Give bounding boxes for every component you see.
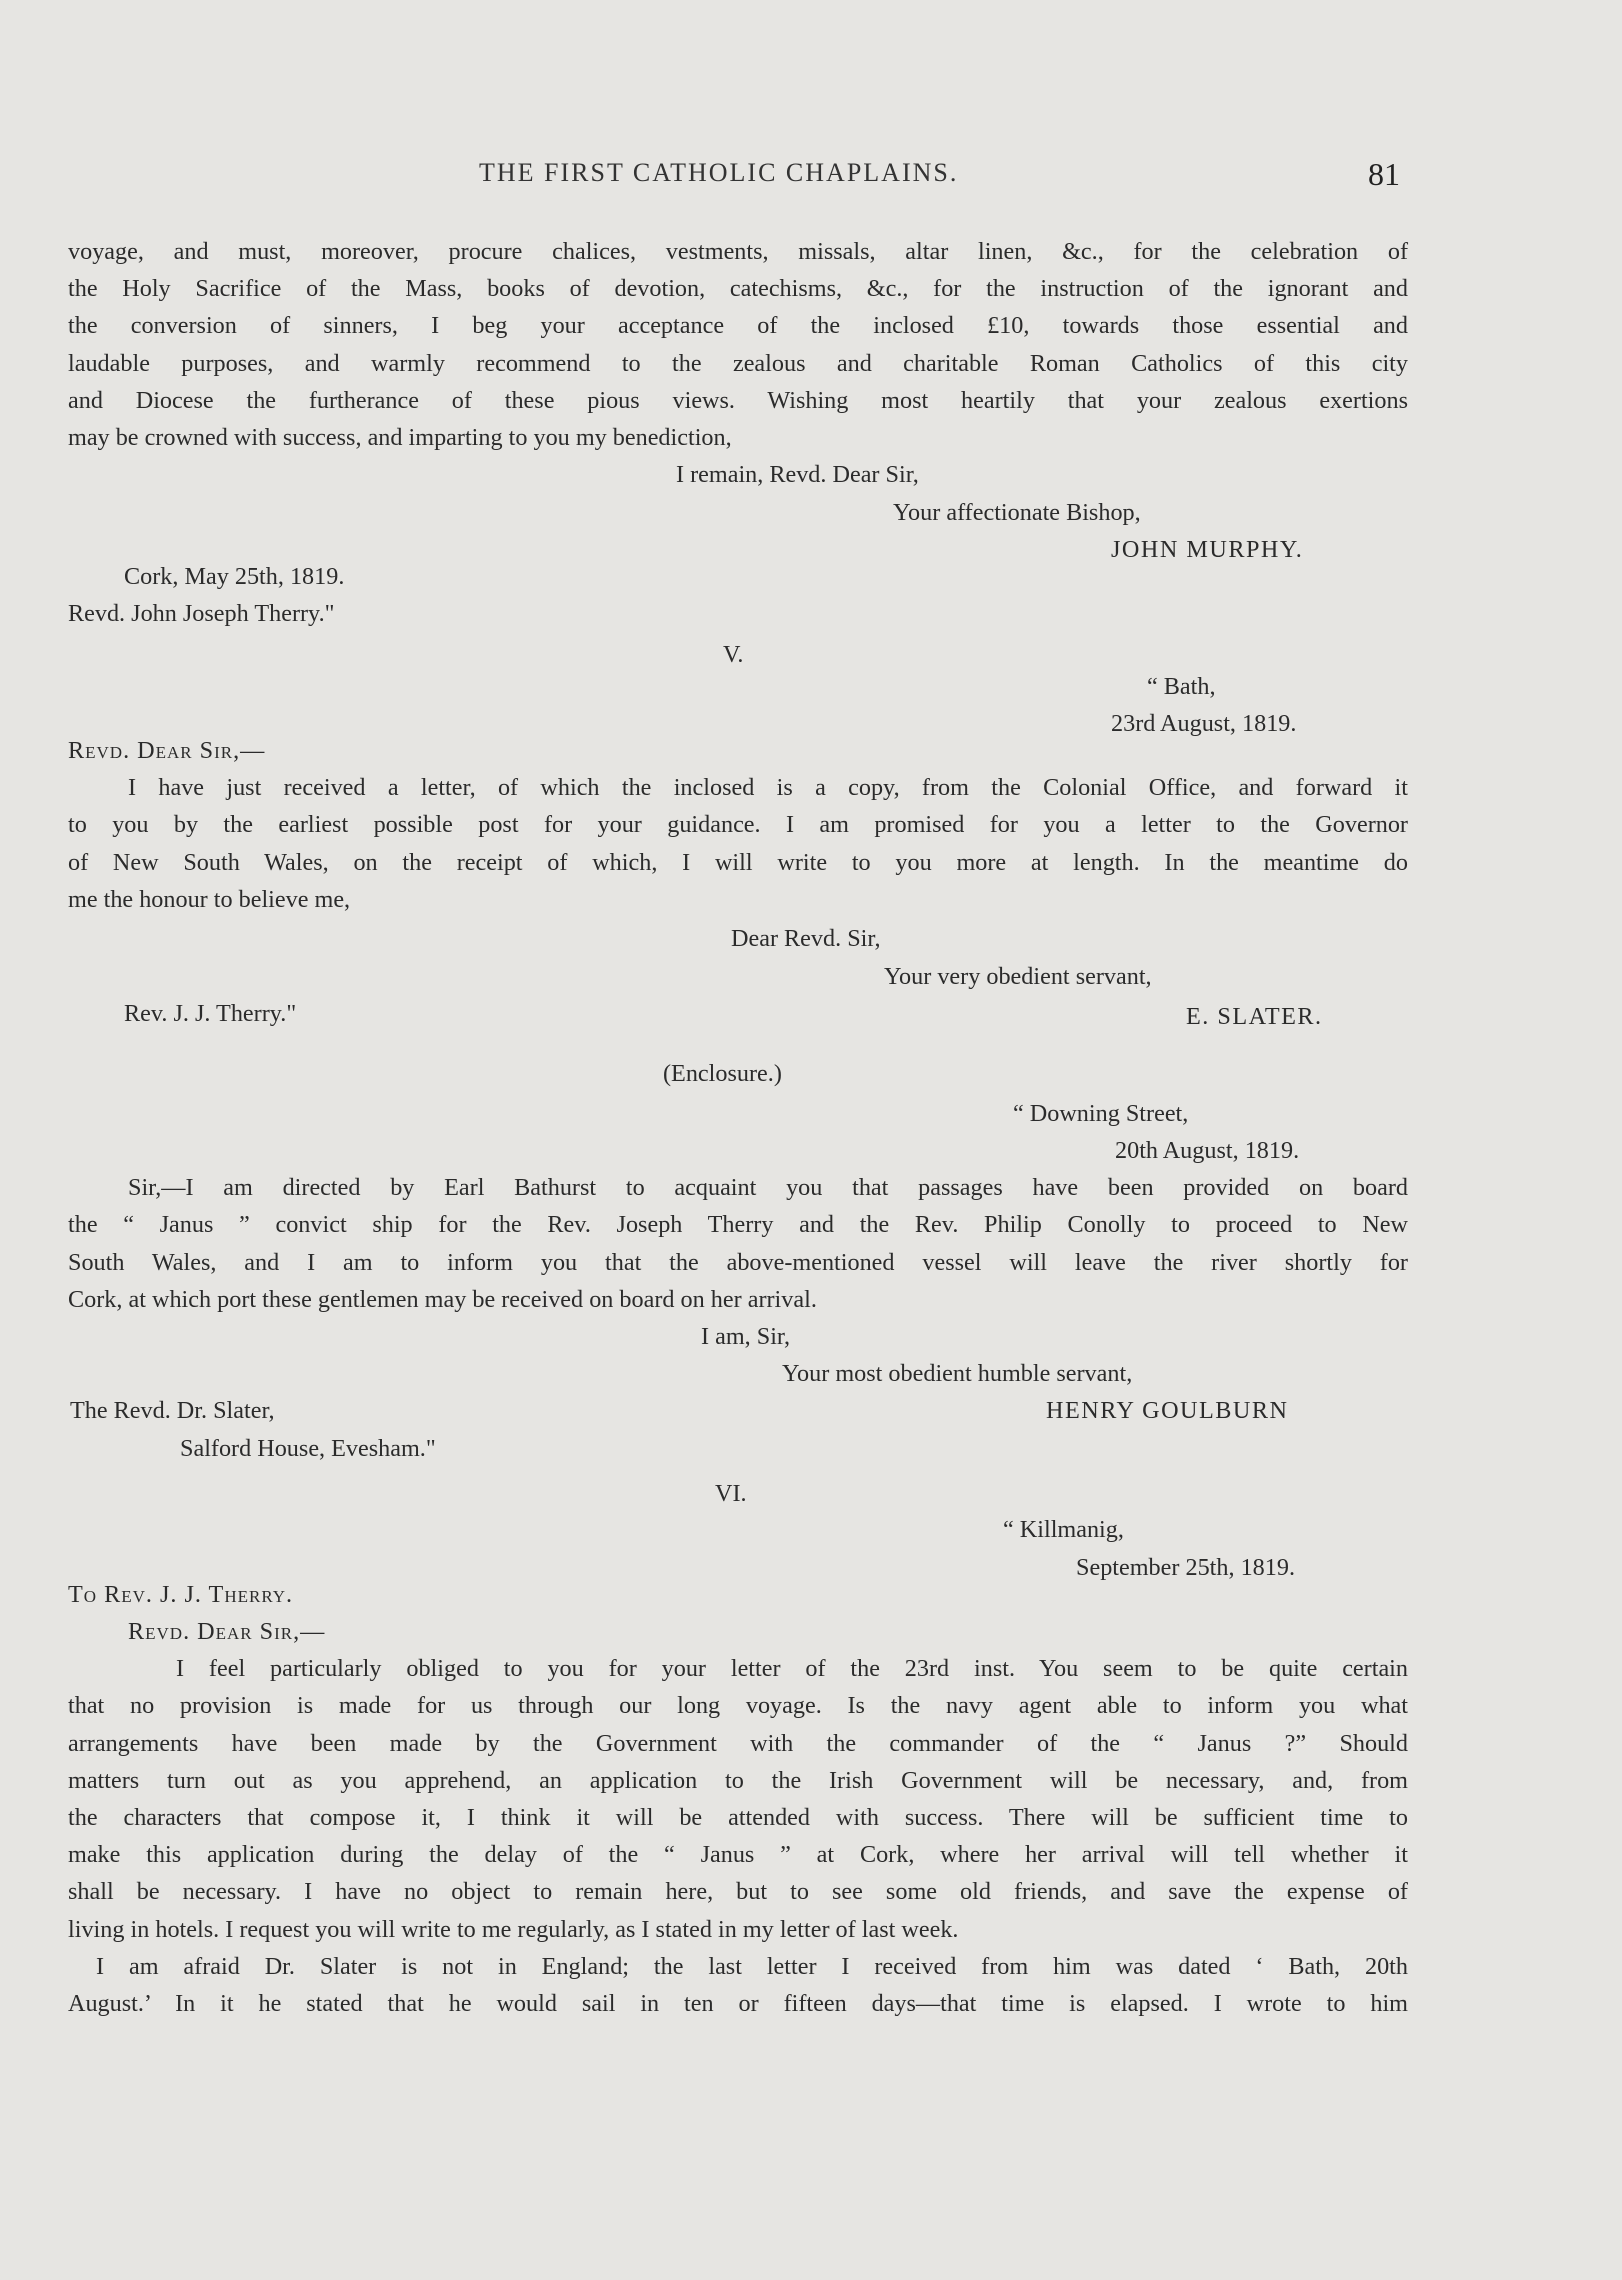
body-line: voyage, and must, moreover, procure chalices, vestments, missals, altar linen, &c., for the celebration of (68, 238, 1408, 265)
salutation: Revd. Dear Sir,— (68, 737, 266, 764)
enclosure-label: (Enclosure.) (663, 1060, 782, 1087)
body-line: of New South Wales, on the receipt of which, I will write to you more at length. In the meantime do (68, 849, 1408, 876)
body-line: the characters that compose it, I think it will be attended with success. There will be sufficient time to (68, 1804, 1408, 1831)
body-line: Sir,—I am directed by Earl Bathurst to acquaint you that passages have been provided on board (128, 1174, 1408, 1201)
body-line: August.’ In it he stated that he would sail in ten or fifteen days—that time is elapsed. I wrote to him (68, 1990, 1408, 2017)
closing-line: I am, Sir, (701, 1323, 791, 1350)
place-date: Cork, May 25th, 1819. (124, 563, 345, 590)
body-line: matters turn out as you apprehend, an application to the Irish Government will be necessary, and, from (68, 1767, 1408, 1794)
body-line: me the honour to believe me, (68, 886, 351, 913)
body-line: shall be necessary. I have no object to remain here, but to see some old friends, and save the expense of (68, 1878, 1408, 1905)
body-line: the “ Janus ” convict ship for the Rev. Joseph Therry and the Rev. Philip Conolly to proceed to New (68, 1211, 1408, 1238)
body-line: make this application during the delay of the “ Janus ” at Cork, where her arrival will tell whether it (68, 1841, 1408, 1868)
letter-date: September 25th, 1819. (1076, 1554, 1295, 1581)
closing-line: Your affectionate Bishop, (893, 499, 1141, 526)
signature: E. SLATER. (1186, 1003, 1323, 1030)
page-number: 81 (1368, 156, 1400, 192)
signature: HENRY GOULBURN (1046, 1397, 1289, 1424)
body-line: I have just received a letter, of which the inclosed is a copy, from the Colonial Office, and forward it (128, 774, 1408, 801)
body-line: and Diocese the furtherance of these pious views. Wishing most heartily that your zealous exertions (68, 387, 1408, 414)
addressee-address: Salford House, Evesham." (180, 1435, 436, 1462)
addressee: The Revd. Dr. Slater, (70, 1397, 275, 1424)
body-line: I feel particularly obliged to you for your letter of the 23rd inst. You seem to be quite certain (176, 1655, 1408, 1682)
body-line: I am afraid Dr. Slater is not in England; the last letter I received from him was dated ‘ Bath, 20th (96, 1953, 1408, 1980)
body-line: South Wales, and I am to inform you that the above-mentioned vessel will leave the river shortly for (68, 1249, 1408, 1276)
letter-place: “ Downing Street, (1013, 1100, 1189, 1127)
closing-line: Dear Revd. Sir, (731, 925, 881, 952)
letter-date: 23rd August, 1819. (1111, 710, 1297, 737)
body-line: may be crowned with success, and imparting to you my benediction, (68, 424, 732, 451)
letter-place: “ Bath, (1147, 673, 1216, 700)
signature: JOHN MURPHY. (1111, 536, 1304, 563)
closing-line: I remain, Revd. Dear Sir, (676, 461, 919, 488)
body-line: to you by the earliest possible post for your guidance. I am promised for you a letter to the Governor (68, 811, 1408, 838)
closing-line: Your most obedient humble servant, (782, 1360, 1133, 1387)
running-title: THE FIRST CATHOLIC CHAPLAINS. (479, 158, 959, 187)
letter-date: 20th August, 1819. (1115, 1137, 1300, 1164)
salutation: Revd. Dear Sir,— (128, 1618, 326, 1645)
body-line: Cork, at which port these gentlemen may be received on board on her arrival. (68, 1286, 817, 1313)
body-line: laudable purposes, and warmly recommend to the zealous and charitable Roman Catholics of this city (68, 350, 1408, 377)
body-line: the Holy Sacrifice of the Mass, books of devotion, catechisms, &c., for the instruction of the ignorant and (68, 275, 1408, 302)
letter-numeral: V. (723, 641, 744, 668)
body-line: living in hotels. I request you will write to me regularly, as I stated in my letter of last week. (68, 1916, 959, 1943)
body-line: arrangements have been made by the Government with the commander of the “ Janus ?” Should (68, 1730, 1408, 1757)
body-line: the conversion of sinners, I beg your acceptance of the inclosed £10, towards those essential and (68, 312, 1408, 339)
addressee: Rev. J. J. Therry." (124, 1000, 297, 1027)
letter-place: “ Killmanig, (1003, 1516, 1124, 1543)
to-line: To Rev. J. J. Therry. (68, 1581, 294, 1608)
closing-line: Your very obedient servant, (884, 963, 1152, 990)
addressee: Revd. John Joseph Therry." (68, 600, 335, 627)
letter-numeral: VI. (715, 1480, 747, 1507)
body-line: that no provision is made for us through our long voyage. Is the navy agent able to inform you what (68, 1692, 1408, 1719)
